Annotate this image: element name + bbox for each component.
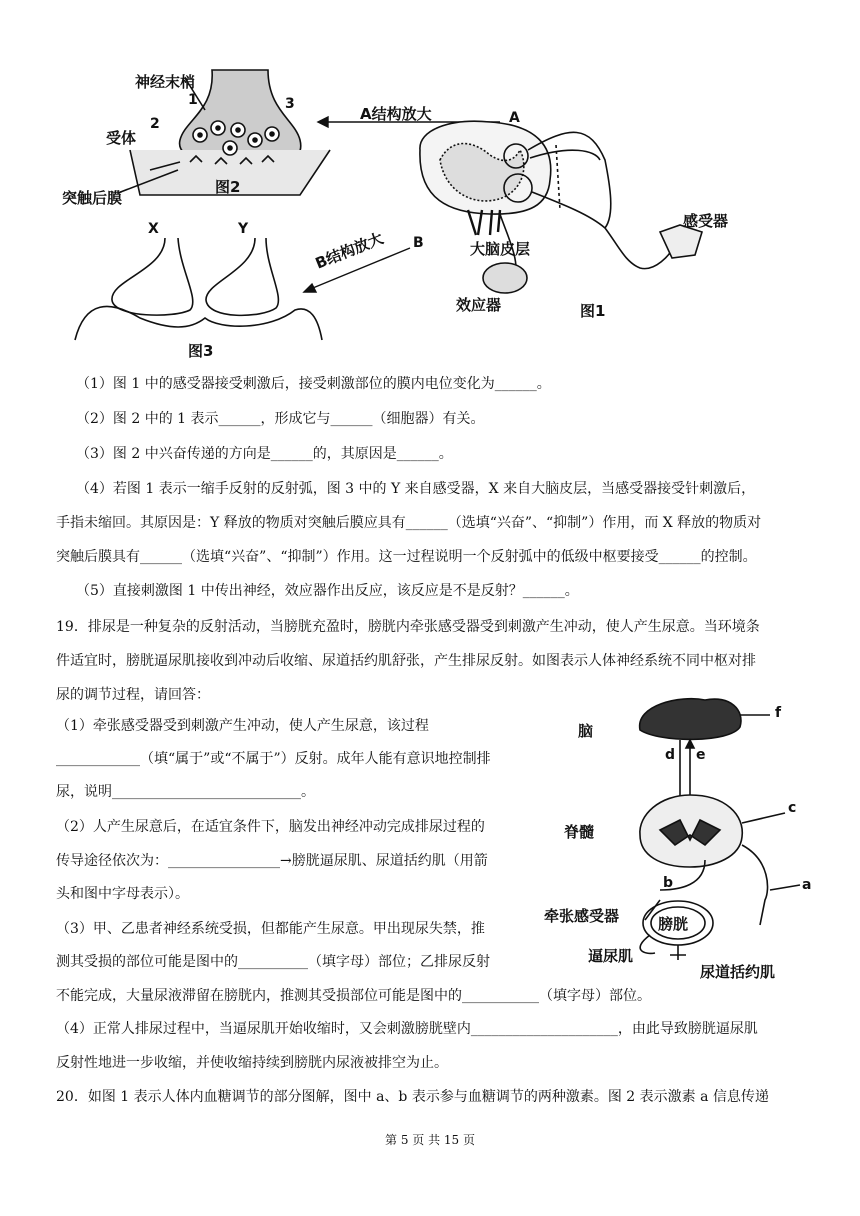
text-line: （1）图 1 中的感受器接受刺激后，接受刺激部位的膜内电位变化为______。 (76, 376, 551, 392)
label-stretch-receptor: 牵张感受器 (544, 907, 620, 925)
fig2-label-2: 2 (150, 116, 160, 132)
label-a: a (802, 877, 812, 893)
urination-drawing (530, 695, 830, 990)
text-line: 不能完成，大量尿液滞留在膀胱内，推测其受损部位可能是图中的___________（填字母）部位。 (56, 988, 651, 1004)
fig1-label-receptor: 感受器 (683, 212, 729, 230)
fig1-caption: 图1 (580, 302, 606, 320)
fig3-synapses (75, 238, 322, 340)
label-spinal: 脊髓 (564, 823, 595, 841)
page-footer: 第 5 页 共 15 页 (385, 1133, 475, 1147)
arrow-a-label: A结构放大 (360, 105, 432, 123)
text-line: （4）正常人排尿过程中，当逼尿肌开始收缩时，又会刺激膀胱壁内_____________________，由此导致膀胱逼尿肌 (56, 1021, 758, 1037)
text-line: （2）人产生尿意后，在适宜条件下，脑发出神经冲动完成排尿过程的 (56, 819, 485, 835)
text-line: （3）甲、乙患者神经系统受损，但都能产生尿意。甲出现尿失禁，推 (56, 921, 485, 937)
figure-drawing (0, 0, 860, 365)
fig3-label-y: Y (238, 221, 249, 237)
text-line: 头和图中字母表示）。 (56, 886, 189, 902)
fig2-label-receptor: 受体 (106, 129, 137, 147)
fig2-label-3: 3 (285, 96, 295, 112)
text-line: 尿的调节过程，请回答： (56, 687, 210, 703)
fig2-label-postsynaptic: 突触后膜 (62, 189, 123, 207)
fig1-label-cortex: 大脑皮层 (470, 240, 531, 258)
fig1-reflex-arc (420, 121, 702, 293)
text-line: （2）图 2 中的 1 表示______，形成它与______（细胞器）有关。 (76, 411, 485, 427)
label-brain: 脑 (578, 722, 594, 740)
fig1-label-b: B (413, 235, 424, 251)
label-b: b (663, 875, 674, 891)
text-line: 传导途径依次为：________________→膀胱逼尿肌、尿道括约肌（用箭 (56, 853, 488, 869)
fig3-caption: 图3 (188, 342, 214, 360)
text-line: 尿，说明___________________________。 (56, 784, 315, 800)
text-line: 手指未缩回。其原因是：Y 释放的物质对突触后膜应具有______（选填“兴奋”、“抑制”）作用，而 X 释放的物质对 (56, 515, 762, 531)
label-sphincter: 尿道括约肌 (700, 963, 776, 981)
label-c: c (788, 800, 797, 816)
label-d: d (665, 747, 676, 763)
text-line: （5）直接刺激图 1 中传出神经，效应器作出反应，该反应是不是反射？______。 (76, 583, 579, 599)
fig2-label-nerve-ending: 神经末梢 (135, 73, 196, 91)
text-line: 20．如图 1 表示人体内血糖调节的部分图解，图中 a、b 表示参与血糖调节的两种激素。图 2 表示激素 a 信息传递 (56, 1089, 769, 1105)
figure-neural-diagrams (0, 0, 860, 365)
label-detrusor: 逼尿肌 (588, 947, 634, 965)
fig1-label-a: A (509, 110, 520, 126)
fig1-label-effector: 效应器 (456, 296, 502, 314)
arrow-b-label: B结构放大 (312, 229, 386, 273)
label-e: e (696, 747, 706, 763)
text-line: 突触后膜具有______（选填“兴奋”、“抑制”）作用。这一过程说明一个反射弧中的低级中枢要接受______的控制。 (56, 549, 757, 565)
fig2-label-1: 1 (188, 92, 198, 108)
text-line: 测其受损的部位可能是图中的__________（填字母）部位；乙排尿反射 (56, 954, 490, 970)
text-line: ____________（填“属于”或“不属于”）反射。成年人能有意识地控制排 (56, 751, 491, 767)
text-line: 19．排尿是一种复杂的反射活动，当膀胱充盈时，膀胱内牵张感受器受到刺激产生冲动，使人产生尿意。当环境条 (56, 619, 760, 635)
label-f: f (775, 705, 782, 721)
text-line: （1）牵张感受器受到刺激产生冲动，使人产生尿意，该过程 (56, 718, 429, 734)
text-line: （3）图 2 中兴奋传递的方向是______的，其原因是______。 (76, 446, 453, 462)
figure-urination-regulation (530, 695, 830, 990)
fig3-label-x: X (148, 221, 159, 237)
text-line: （4）若图 1 表示一缩手反射的反射弧，图 3 中的 Y 来自感受器，X 来自大脑皮层，当感受器接受针刺激后， (76, 481, 756, 497)
text-line: 反射性地进一步收缩，并使收缩持续到膀胱内尿液被排空为止。 (56, 1055, 448, 1071)
text-line: 件适宜时，膀胱逼尿肌接收到冲动后收缩、尿道括约肌舒张，产生排尿反射。如图表示人体神经系统不同中枢对排 (56, 653, 756, 669)
label-bladder: 膀胱 (658, 915, 689, 933)
fig2-caption: 图2 (215, 178, 241, 196)
